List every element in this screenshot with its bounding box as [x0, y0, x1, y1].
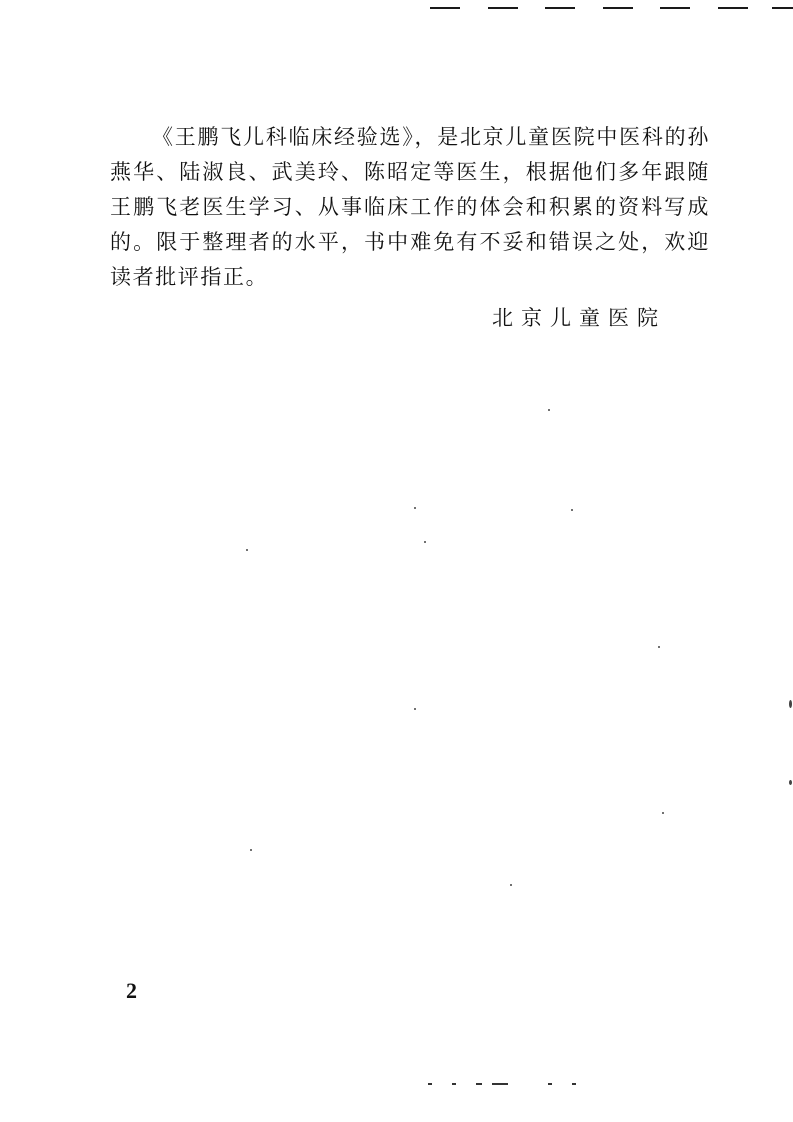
- scan-speck: [250, 849, 252, 851]
- top-rule-fragment: [772, 7, 793, 9]
- top-rule-fragment: [430, 7, 460, 9]
- scan-speck: [424, 541, 426, 543]
- bottom-scan-mark: [428, 1083, 432, 1085]
- top-rule-fragment: [545, 7, 575, 9]
- bottom-scan-mark: [452, 1083, 456, 1085]
- scan-speck: [246, 549, 248, 551]
- bottom-scan-mark: [548, 1083, 552, 1085]
- scan-speck: [789, 780, 792, 785]
- bottom-scan-mark: [572, 1083, 576, 1085]
- bottom-scan-mark: [476, 1083, 482, 1085]
- bottom-scan-mark: [492, 1083, 508, 1085]
- top-rule-fragment: [660, 7, 690, 9]
- scan-speck: [510, 884, 512, 886]
- scan-speck: [414, 507, 416, 509]
- scan-speck: [414, 708, 416, 710]
- scan-speck: [571, 509, 573, 511]
- scan-speck: [789, 700, 792, 708]
- top-rule-fragment: [718, 7, 748, 9]
- scan-speck: [658, 646, 660, 648]
- scan-speck: [662, 812, 664, 814]
- top-rule-fragment: [603, 7, 633, 9]
- signature-institution: 北京儿童医院: [492, 306, 666, 330]
- preface-paragraph: 《王鹏飞儿科临床经验选》，是北京儿童医院中医科的孙燕华、陆淑良、武美玲、陈昭定等医生，根据他们多年跟随王鹏飞老医生学习、从事临床工作的体会和积累的资料写成的。限于整理者的水平，书中难免有不妥和错误之处，欢迎读者批评指正。: [110, 125, 710, 289]
- scan-speck: [548, 409, 550, 411]
- top-rule-fragment: [488, 7, 518, 9]
- page-number: 2: [126, 978, 137, 1003]
